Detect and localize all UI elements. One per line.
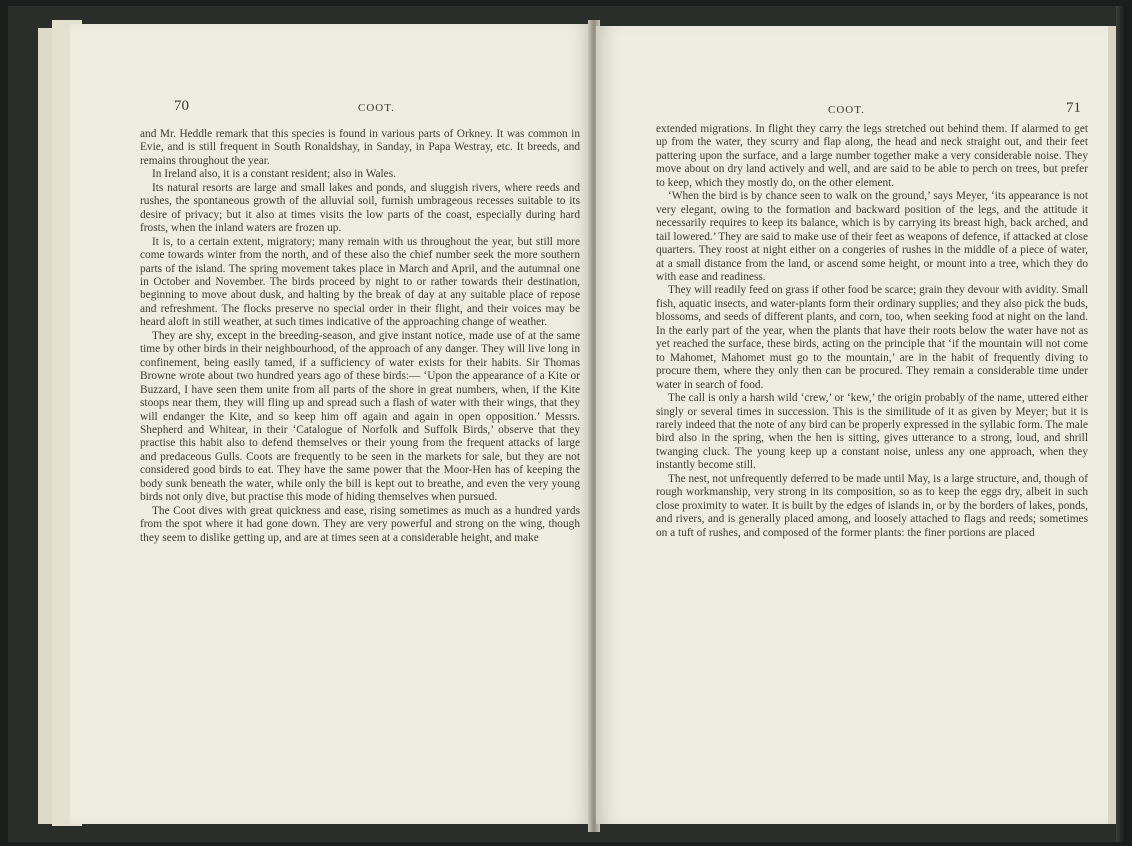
left-page xyxy=(70,24,594,824)
left-page-text xyxy=(140,128,580,545)
right-page xyxy=(596,26,1114,824)
paragraph: ‘When the bird is by chance seen to walk on the ground,’ says Meyer, ‘its appearance is not very elegant, owing to the formation and backward position of the legs, and the attitude it necessarily requires to keep its balance, which is by carrying its breast high, back arched, and tail lowered.’ They are said to make use of their feet as weapons of defence, if attacked at close quarters. They roost at night either on a congeries of rushes in the middle of a piece of water, at a small distance from the land, or ascend some height, or mount into a tree, which they do with ease and readiness. xyxy=(656,190,1088,283)
paragraph: The nest, not unfrequently deferred to be made until May, is a large structure, and, though of rough workmanship, very strong in its composition, so as to keep the eggs dry, albeit in such close proximity to water. It is built by the edges of islands in, or by the borders of lakes, ponds, and rivers, and is generally placed among, and loosely attached to flags and reeds; sometimes on a tuft of rushes, and composed of the former plants: the finer portions are placed xyxy=(656,472,1088,539)
right-page-text xyxy=(656,123,1088,540)
paragraph: They are shy, except in the breeding-season, and give instant notice, made use of at the same time by other birds in their neighbourhood, of the approach of any danger. They will live long in confinement, being easily tamed, if a sufficiency of water exists for their habits. Sir Thomas Browne wrote about two hundred years ago of these birds:— ‘Upon the appearance of a Kite or Buzzard, I have seen them unite from all parts of the shore in great numbers, when, if the Kite stoops near them, they will fling up and spread such a flash of water with their wings, that they will endanger the Kite, and so keep him off again and again in open opposition.’ Messrs. Shepherd and Whitear, in their ‘Catalogue of Norfolk and Suffolk Birds,’ observe that they practise this habit also to defend themselves or their young from the frequent attacks of large and predaceous Gulls. Coots are frequently to be seen in the markets for sale, but they are not considered good birds to eat. They have the same power that the Moor-Hen has of keeping the body sunk beneath the water, while only the bill is kept out to breathe, and even the very young birds not only dive, but practise this mode of hiding themselves when pursued. xyxy=(140,329,580,504)
paragraph: They will readily feed on grass if other food be scarce; grain they devour with avidity. Small fish, aquatic insects, and water-plants form their ordinary supplies; and they also pick the buds, blossoms, and seeds of different plants, and corn, too, when seeking food at night on the land. In the early part of the year, when the plants that have their roots below the water have not as yet reached the surface, these birds, acting on the principle that ‘if the mountain will not come to Mahomet, Mahomet must go to the mountain,’ are in the habit of frequently diving to procure them, where they only then can be procured. They remain a considerable time under water in search of food. xyxy=(656,284,1088,391)
paragraph: The call is only a harsh wild ‘crew,’ or ‘kew,’ the origin probably of the name, uttered either singly or several times in succession. This is the similitude of it as given by Meyer; but it is rarely indeed that the note of any bird can be properly expressed in the syllabic form. The male bird also in the spring, when the hen is sitting, gives utterance to a strong, loud, and shrill twanging cluck. The young keep up a constant noise, unless any one approach, when they instantly become still. xyxy=(656,392,1088,472)
paragraph: The Coot dives with great quickness and ease, rising sometimes as much as a hundred yards from the spot where it had gone down. They are very powerful and strong on the wing, though they seem to dislike getting up, and are at times seen at a considerable height, and make xyxy=(140,504,580,544)
open-book xyxy=(8,6,1126,842)
paragraph: extended migrations. In flight they carry the legs stretched out behind them. If alarmed to get up from the water, they scurry and flap along, the head and neck straight out, and their feet pattering upon the surface, and a large number together make a very considerable noise. They move about on dry land actively and well, and are said to be able to perch on trees, but prefer to keep, which they mostly do, on the other element. xyxy=(656,123,1088,189)
right-leaf-edges xyxy=(1108,26,1116,824)
paragraph: It is, to a certain extent, migratory; many remain with us throughout the year, but still more come towards winter from the north, and of these also the chief number seek the more southern parts of the island. The spring movement takes place in March and April, and the autumnal one in October and November. The birds proceed by night to or rather towards their destination, beginning to move about dusk, and halting by the break of day at any suitable place of repose and refreshment. The flocks preserve no special order in their flight, and their voices may be heard aloft in still weather, at such times indicative of the approaching change of weather. xyxy=(140,235,580,329)
page-number-right: 71 xyxy=(1066,100,1081,116)
page-number-left: 70 xyxy=(174,98,189,114)
paragraph: In Ireland also, it is a constant resident; also in Wales. xyxy=(152,168,396,181)
book-cover-edge xyxy=(1116,6,1126,842)
paragraph: Its natural resorts are large and small lakes and ponds, and sluggish rivers, where reeds and rushes, the spontaneous growth of the alluvial soil, furnish umbrageous recesses suitable to its desire of privacy; but it also at times visits the low parts of the coast, especially during hard frosts, when the inland waters are frozen up. xyxy=(140,181,580,235)
paragraph: and Mr. Heddle remark that this species is found in various parts of Orkney. It was common in Evie, and is still frequent in South Ronaldshay, in Sanday, in Papa Westray, etc. It breeds, and remains throughout the year. xyxy=(140,128,580,167)
running-head-left: COOT. xyxy=(358,102,395,114)
running-head-right: COOT. xyxy=(828,104,865,116)
